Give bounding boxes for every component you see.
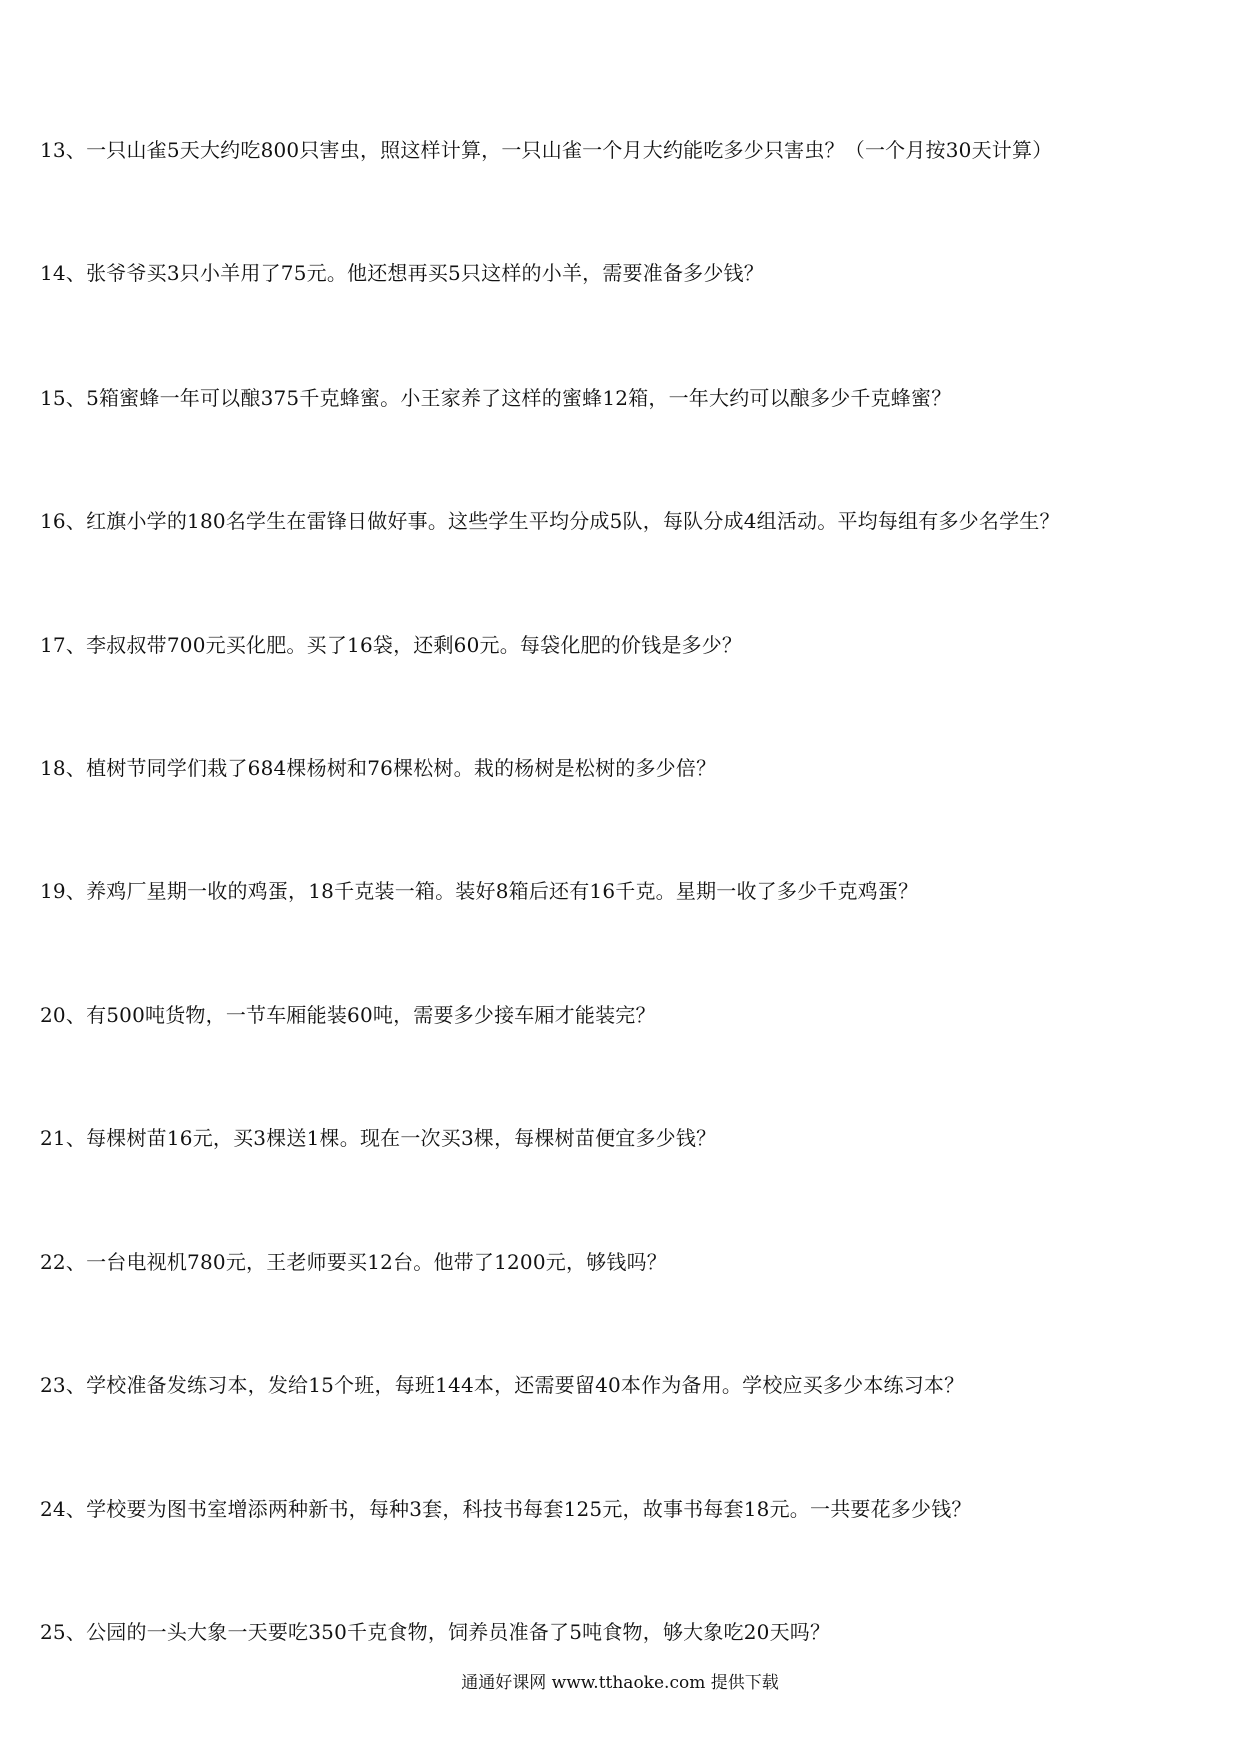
question-text: 每棵树苗16元，买3棵送1棵。现在一次买3棵，每棵树苗便宜多少钱？ [86,1126,717,1150]
question-text: 一只山雀5天大约吃800只害虫，照这样计算，一只山雀一个月大约能吃多少只害虫？（一个月按30天计算） [86,138,1053,162]
question-14 [40,260,1200,286]
question-text: 李叔叔带700元买化肥。买了16袋，还剩60元。每袋化肥的价钱是多少？ [86,633,743,657]
question-number: 13、 [40,138,87,162]
question-24 [40,1496,1200,1522]
question-number: 23、 [40,1373,87,1397]
question-number: 14、 [40,261,87,285]
question-text: 一台电视机780元，王老师要买12台。他带了1200元，够钱吗？ [86,1250,667,1274]
question-13 [40,137,1200,163]
question-text: 公园的一头大象一天要吃350千克食物，饲养员准备了5吨食物，够大象吃20天吗？ [86,1620,831,1644]
question-number: 16、 [40,509,87,533]
question-text: 张爷爷买3只小羊用了75元。他还想再买5只这样的小羊，需要准备多少钱？ [86,261,764,285]
question-20 [40,1002,1200,1028]
question-number: 18、 [40,756,87,780]
question-number: 21、 [40,1126,87,1150]
question-number: 25、 [40,1620,87,1644]
question-text: 学校要为图书室增添两种新书，每种3套，科技书每套125元，故事书每套18元。一共要花多少钱？ [86,1497,972,1521]
question-21 [40,1125,1200,1151]
question-22 [40,1249,1200,1275]
question-number: 15、 [40,386,87,410]
question-16 [40,508,1200,534]
question-23 [40,1372,1200,1398]
question-number: 17、 [40,633,87,657]
page-footer: 通通好课网 www.tthaoke.com 提供下载 [461,1673,779,1693]
question-25 [40,1619,1200,1645]
question-number: 24、 [40,1497,87,1521]
question-text: 养鸡厂星期一收的鸡蛋，18千克装一箱。装好8箱后还有16千克。星期一收了多少千克鸡蛋？ [86,879,919,903]
question-text: 5箱蜜蜂一年可以酿375千克蜂蜜。小王家养了这样的蜜蜂12箱，一年大约可以酿多少千克蜂蜜？ [86,386,952,410]
question-number: 22、 [40,1250,87,1274]
question-text: 有500吨货物，一节车厢能装60吨，需要多少接车厢才能装完？ [86,1003,656,1027]
question-number: 20、 [40,1003,87,1027]
question-15 [40,385,1200,411]
question-text: 学校准备发练习本，发给15个班，每班144本，还需要留40本作为备用。学校应买多少本练习本？ [86,1373,965,1397]
question-number: 19、 [40,879,87,903]
question-text: 植树节同学们栽了684棵杨树和76棵松树。栽的杨树是松树的多少倍？ [86,756,717,780]
question-17 [40,632,1200,658]
question-18 [40,755,1200,781]
question-text: 红旗小学的180名学生在雷锋日做好事。这些学生平均分成5队，每队分成4组活动。平均每组有多少名学生？ [86,509,1060,533]
question-19 [40,878,1200,904]
